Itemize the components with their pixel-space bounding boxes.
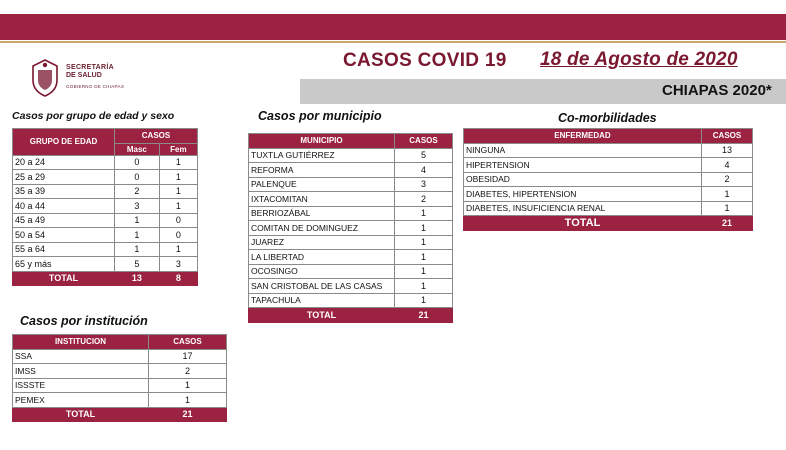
col-casos: CASOS [149, 335, 227, 350]
table-row [13, 393, 227, 408]
masc-value: 5 [115, 257, 160, 272]
total-value: 21 [702, 216, 753, 231]
fem-value: 1 [159, 155, 197, 170]
col-fem: Fem [159, 143, 197, 155]
masc-value: 2 [115, 184, 160, 199]
col-enfermedad: ENFERMEDAD [464, 129, 702, 144]
municipio-name: PALENQUE [249, 177, 395, 192]
table-row [464, 172, 753, 187]
masc-value: 0 [115, 155, 160, 170]
cases-value: 4 [702, 158, 753, 173]
enfermedad-name: OBESIDAD [464, 172, 702, 187]
masc-value: 3 [115, 199, 160, 214]
age-label: 50 a 54 [13, 228, 115, 243]
top-accent-line [0, 41, 786, 43]
municipio-section-title: Casos por municipio [258, 109, 382, 123]
top-brand-bar [0, 14, 786, 40]
fem-value: 1 [159, 242, 197, 257]
total-row [464, 216, 753, 231]
cases-value: 1 [395, 206, 453, 221]
logo-line-3: GOBIERNO DE CHIAPAS [66, 84, 125, 89]
municipio-table [248, 133, 453, 323]
table-row [249, 192, 453, 207]
municipio-name: TAPACHULA [249, 293, 395, 308]
institucion-name: PEMEX [13, 393, 149, 408]
institucion-name: SSA [13, 349, 149, 364]
fem-value: 1 [159, 170, 197, 185]
table-row [13, 155, 198, 170]
edad-table [12, 128, 198, 286]
comorbilidades-section-title: Co-morbilidades [558, 111, 657, 125]
institucion-name: ISSSTE [13, 378, 149, 393]
enfermedad-name: NINGUNA [464, 143, 702, 158]
masc-value: 0 [115, 170, 160, 185]
total-value: 21 [395, 308, 453, 323]
table-row [13, 170, 198, 185]
total-label: TOTAL [13, 271, 115, 286]
table-row [464, 187, 753, 202]
masc-value: 1 [115, 228, 160, 243]
masc-value: 1 [115, 213, 160, 228]
cases-value: 4 [395, 163, 453, 178]
cases-value: 1 [395, 235, 453, 250]
table-row [13, 242, 198, 257]
total-value: 21 [149, 407, 227, 422]
total-fem: 8 [159, 271, 197, 286]
table-row [249, 235, 453, 250]
cases-value: 5 [395, 148, 453, 163]
cases-value: 1 [395, 279, 453, 294]
total-row [13, 407, 227, 422]
institucion-section-title: Casos por institución [20, 314, 148, 328]
cases-value: 1 [395, 264, 453, 279]
table-row [13, 184, 198, 199]
masc-value: 1 [115, 242, 160, 257]
enfermedad-name: DIABETES, HIPERTENSION [464, 187, 702, 202]
age-label: 55 a 64 [13, 242, 115, 257]
total-row [13, 271, 198, 286]
cases-value: 3 [395, 177, 453, 192]
col-grupo-edad: GRUPO DE EDAD [13, 129, 115, 156]
table-row [13, 364, 227, 379]
municipio-name: IXTACOMITAN [249, 192, 395, 207]
municipio-name: COMITAN DE DOMINGUEZ [249, 221, 395, 236]
table-row [13, 349, 227, 364]
col-casos: CASOS [115, 129, 198, 144]
enfermedad-name: DIABETES, INSUFICIENCIA RENAL [464, 201, 702, 216]
municipio-name: SAN CRISTOBAL DE LAS CASAS [249, 279, 395, 294]
table-row [464, 201, 753, 216]
age-label: 20 a 24 [13, 155, 115, 170]
enfermedad-name: HIPERTENSION [464, 158, 702, 173]
cases-value: 1 [702, 187, 753, 202]
total-masc: 13 [115, 271, 160, 286]
coat-of-arms-icon [30, 58, 60, 98]
table-row [249, 148, 453, 163]
col-casos: CASOS [702, 129, 753, 144]
col-institucion: INSTITUCION [13, 335, 149, 350]
logo-line-1: SECRETARÍA [66, 64, 114, 71]
table-row [464, 158, 753, 173]
logo-line-2: DE SALUD [66, 72, 102, 79]
table-row [249, 177, 453, 192]
report-title: CASOS COVID 19 [343, 50, 507, 71]
table-row [13, 228, 198, 243]
table-row [249, 293, 453, 308]
total-row [249, 308, 453, 323]
municipio-name: OCOSINGO [249, 264, 395, 279]
table-row [13, 378, 227, 393]
secretaria-salud-logo [30, 58, 160, 102]
cases-value: 2 [395, 192, 453, 207]
age-label: 35 a 39 [13, 184, 115, 199]
cases-value: 1 [149, 378, 227, 393]
cases-value: 13 [702, 143, 753, 158]
cases-value: 2 [702, 172, 753, 187]
age-label: 25 a 29 [13, 170, 115, 185]
cases-value: 1 [395, 293, 453, 308]
fem-value: 0 [159, 213, 197, 228]
total-label: TOTAL [13, 407, 149, 422]
municipio-name: BERRIOZÁBAL [249, 206, 395, 221]
age-label: 65 y más [13, 257, 115, 272]
municipio-name: TUXTLA GUTIÉRREZ [249, 148, 395, 163]
col-municipio: MUNICIPIO [249, 134, 395, 149]
fem-value: 1 [159, 184, 197, 199]
region-label: CHIAPAS 2020* [662, 82, 772, 99]
table-row [249, 279, 453, 294]
age-label: 40 a 44 [13, 199, 115, 214]
table-row [249, 163, 453, 178]
table-row [249, 221, 453, 236]
col-masc: Masc [115, 143, 160, 155]
cases-value: 17 [149, 349, 227, 364]
table-row [13, 257, 198, 272]
cases-value: 1 [395, 221, 453, 236]
cases-value: 1 [149, 393, 227, 408]
municipio-name: LA LIBERTAD [249, 250, 395, 265]
edad-section-title: Casos por grupo de edad y sexo [12, 110, 175, 122]
table-row [249, 264, 453, 279]
cases-value: 2 [149, 364, 227, 379]
fem-value: 0 [159, 228, 197, 243]
table-row [249, 250, 453, 265]
institucion-name: IMSS [13, 364, 149, 379]
age-label: 45 a 49 [13, 213, 115, 228]
municipio-name: JUAREZ [249, 235, 395, 250]
table-row [249, 206, 453, 221]
institucion-table [12, 334, 227, 422]
report-date: 18 de Agosto de 2020 [540, 49, 738, 70]
total-label: TOTAL [464, 216, 702, 231]
total-label: TOTAL [249, 308, 395, 323]
table-row [13, 199, 198, 214]
table-row [464, 143, 753, 158]
fem-value: 3 [159, 257, 197, 272]
comorbilidades-table [463, 128, 753, 231]
cases-value: 1 [702, 201, 753, 216]
cases-value: 1 [395, 250, 453, 265]
fem-value: 1 [159, 199, 197, 214]
col-casos: CASOS [395, 134, 453, 149]
municipio-name: REFORMA [249, 163, 395, 178]
table-row [13, 213, 198, 228]
